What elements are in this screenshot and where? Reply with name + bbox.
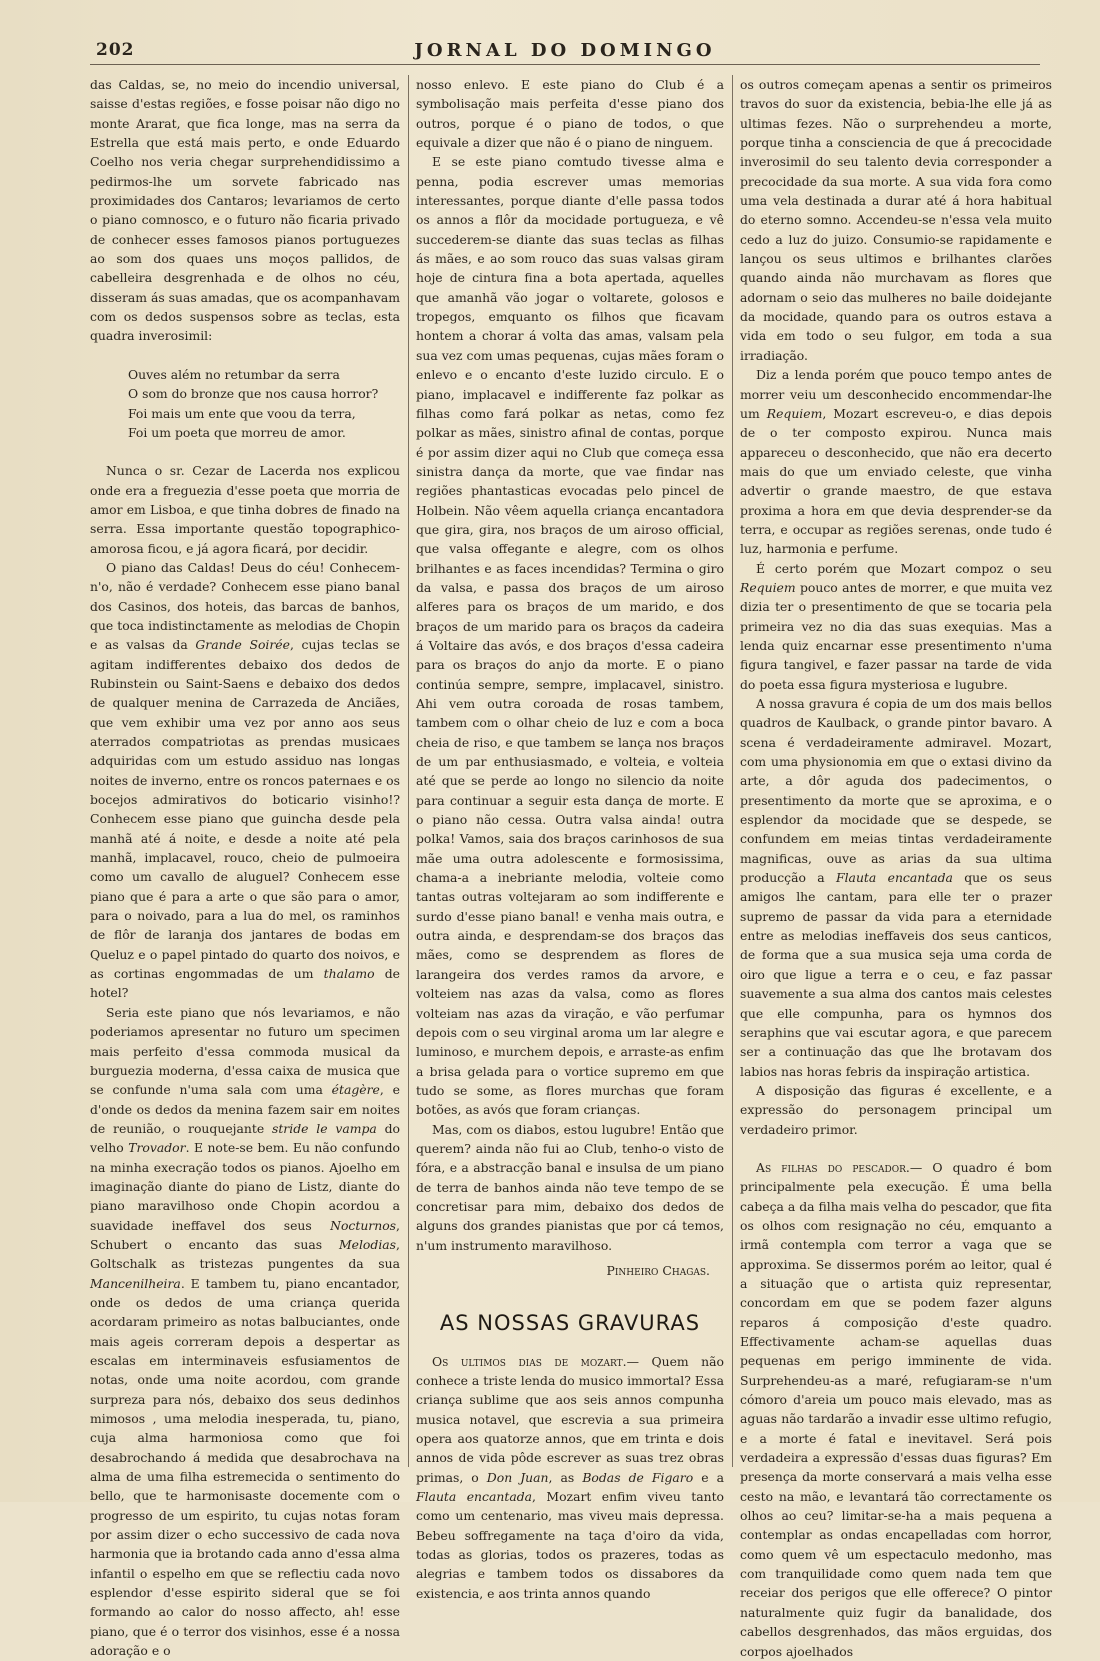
journal-title: JORNAL DO DOMINGO	[414, 40, 716, 61]
column-1	[90, 75, 401, 1659]
text-run: O piano das Caldas! Deus do céu! Conhecem-n'o, não é verdade? Conhecem esse piano banal dos Casinos, dos hoteis, das barcas de banhos, que toca indistinctamente as melodias de Chopin e as valsas da	[90, 559, 400, 653]
text-run: Diz a lenda porém que pouco tempo antes de morrer veiu um desconhecido encommendar-lhe um	[740, 367, 1052, 421]
italic-title: Nocturnos	[330, 1217, 397, 1233]
text-run: , Schubert o encanto das suas	[90, 1217, 400, 1252]
verse-line: Foi um poeta que morreu de amor.	[128, 424, 346, 440]
column-3	[740, 75, 1052, 1659]
verse-line: O som do bronze que nos causa horror?	[128, 386, 379, 402]
text-run: pouco antes de morrer, e que muita vez dizia ter o presentimento de que se tocaria pela primeira vez no dia das suas exequias. Mas a lenda quiz encarnar esse presentimento n'uma figura tangivel, e fazer passar na tarde de vida do poeta essa figura mysteriosa e lugubre.	[740, 579, 1052, 692]
text-run: . E note-se bem. Eu não confundo na minha execração todos os pianos. Ajoelho em imaginação diante do piano de Listz, diante do piano maravilhoso onde Chopin acordou a suavidade ineffavel dos seus	[90, 1140, 400, 1233]
text-run: — Quem não conhece a triste lenda do musico immortal? Essa criança sublime que aos seis annos compunha musica notavel, que escrevia a sua primeira opera aos quatorze annos, que em trinta e dois annos de vida pôde escrever as suas trez obras primas, o	[416, 1353, 724, 1485]
paragraph: os outros começam apenas a sentir os primeiros travos do suor da existencia, bebia-lhe elle já as ultimas fezes. Não o surprehendeu a morte, porque tinha a consciencia de que á precocidade inverosimil do seu talento devia corresponder a precocidade da sua morte. A sua vida fora como uma vela destinada a durar até á hora habitual do eterno somno. Accendeu-se n'essa vela muito cedo a luz do juizo. Consumio-se rapidamente e lançou os seus ultimos e brilhantes clarões quando ainda não murchavam as flores que adornam o seio das mulheres no baile doidejante da mocidade, quando para os outros estava a vida em todo o seu fulgor, em toda a sua irradiação.	[740, 77, 1052, 363]
section-lead: As filhas do pescador.	[756, 1159, 910, 1175]
paragraph	[740, 559, 1052, 694]
paragraph-gap	[740, 1139, 1052, 1158]
section-lead: Os ultimos dias de mozart.	[432, 1353, 627, 1369]
italic-word: étagère	[331, 1082, 380, 1098]
author-signature: Pinheiro Chagas.	[606, 1262, 710, 1278]
italic-title: Requiem	[740, 579, 796, 595]
italic-title: Requiem	[766, 405, 823, 421]
paragraph: E se este piano comtudo tivesse alma e penna, podia escrever umas memorias interessantes, porque diante d'elle passa todos os annos a flôr da mocidade portugueza, e vê succederem-se diante das suas teclas as filhas ás mães, e ao som rouco das suas valsas giram hoje de cintura fina a bota apertada, aquelles que amanhã vão jogar o voltarete, golosos e tropegos, emquanto os filhos que ficavam hontem a chorar á volta das amas, valsam pela sua vez com umas pequenas, cujas mães foram o enlevo e o encanto d'este luzido circulo. E o piano, implacavel e indifferente faz polkar as filhas como fará polkar as netas, como fez polkar as mães, sinistro afinal de contas, porque é por assim dizer aqui no Club que começa essa sinistra dança da morte, que vae findar nas regiões phantasticas evocadas pelo pincel de Holbein. Não vêem aquella criança encantadora que gira, gira, nos braços de um airoso official, que valsa offegante e alegre, com os olhos brilhantes e as faces incendidas? Termina o giro da valsa, e passa dos braços de um airoso alferes para os braços de um marido, e dos braços de um marido para os braços da cadeira á Voltaire das avós, e dos braços d'essa cadeira para os braços do anjo da morte. E o piano continúa sempre, sempre, implacavel, sinistro. Ahi vem outra coroada de rosas tambem, tambem com o olhar cheio de luz e com a boca cheia de riso, e que tambem se lança nos braços de um par enthusiasmado, e volteia, e volteia até que se perde ao longo no silencio da noite para continuar a seguir esta dança de morte. E o piano não cessa. Outra valsa ainda! outra polka! Vamos, saia dos braços carinhosos de sua mãe uma outra adolescente e formosissima, chama-a a inebriante melodia, volteie como tantas outras voltejaram ao som indifferente e surdo d'esse piano banal! e venha mais outra, e outra ainda, e desprendam-se dos braços das mães, como se desprendem as flores de larangeira dos verdes ramos da arvore, e volteiem nas azas da valsa, como as flores volteiam nas azas da viração, e vão perfumar depois com o seu virginal aroma um lar alegre e luminoso, e murchem depois, e arraste-as enfim a brisa gelada para o vortice supremo em que tudo se some, as flores murchas que foram botões, as avós que foram crianças.	[416, 154, 724, 1118]
text-run: A nossa gravura é copia de um dos mais bellos quadros de Kaulback, o grande pintor bavaro. A scena é verdadeiramente admiravel. Mozart, com uma physionomia em que o extasi divino da arte, a dôr aguda dos padecimentos, o presentimento da morte que se aproxima, e o esplendor da mocidade que se despede, se confundem em meias tintas verdadeiramente magnificas, ouve as arias da sua ultima producção a	[740, 696, 1052, 886]
italic-title: stride le vampa	[271, 1120, 377, 1136]
verse-line: Ouves além no retumbar da serra	[128, 366, 340, 382]
text-run: que os seus amigos lhe cantam, para elle ter o prazer supremo de passar da vida para a eternidade entre as melodias ineffaveis dos seus canticos, de forma que a sua musica seja uma corda de oiro que ligue a terra e o ceu, e faz passar suavemente a sua alma dos cantos mais celestes que elle compunha, para os hymnos dos seraphins que vai escutar agora, e que parecem ser a continuação das que lhe brotavam dos labios nas horas febris da inspiração artistica.	[740, 870, 1052, 1079]
paragraph: nosso enlevo. E este piano do Club é a symbolisação mais perfeita d'esse piano dos outros, porque é o piano de todos, o que equivale a dizer que não é o piano de ninguem.	[416, 77, 724, 151]
paragraph: Nunca o sr. Cezar de Lacerda nos explicou onde era a freguezia d'esse poeta que morria de amor em Lisboa, e que tinha dobres de finado na serra. Essa importante questão topographico-amorosa ficou, e já agora ficará, por decidir.	[90, 463, 400, 556]
italic-title: Melodias	[338, 1236, 397, 1252]
paragraph	[416, 1352, 724, 1603]
text-run: — O quadro é bom principalmente pela execução. É uma bella cabeça a da filha mais velha do pescador, que fita os olhos com resignação no céu, emquanto a irmã contempla com terror a vaga que se approxima. Se dissermos porém ao leitor, qual é a situação que o artista quiz representar, concordam em que se podem fazer alguns reparos á composição d'este quadro. Effectivamente acham-se aquellas duas pequenas em perigo imminente de vida. Surprehendeu-as a maré, refugiaram-se n'um cómoro d'areia um pouco mais elevado, mas as aguas não tardarão a invadir esse ultimo refugio, e a morte é fatal e inevitavel. Será pois verdadeira a expressão d'essas duas figuras? Em presença da morte conservará a mais velha esse cesto na mão, e levantará tão correctamente os olhos ao ceu? limitar-se-ha a mais pequena a contemplar as ondas encapelladas com horror, como quem vê um espectaculo medonho, mas com tranquilidade como quem nada tem que receiar dos perigos que elle offerece? O pintor naturalmente quiz fugir da banalidade, dos cabellos desgrenhados, das mãos erguidas, dos corpos ajoelhados	[740, 1159, 1052, 1659]
column-divider	[408, 75, 409, 1467]
paragraph	[740, 365, 1052, 558]
page-number: 202	[96, 40, 135, 60]
verse-line: Foi mais um ente que voou da terra,	[128, 405, 356, 421]
column-2	[416, 75, 725, 1601]
paragraph	[740, 1158, 1052, 1661]
column-divider	[732, 75, 733, 1467]
verse-quatrain	[128, 365, 400, 442]
italic-word: thalamo	[323, 966, 375, 982]
italic-title: Don Juan	[486, 1469, 549, 1485]
paragraph: das Caldas, se, no meio do incendio universal, saisse d'estas regiões, e fosse poisar não digo no monte Ararat, que fica longe, mas na serra da Estrella que está mais perto, e onde Eduardo Coelho nos veria chegar surprehendidissimo a pedirmos-lhe um sorvete fabricado nas proximidades dos Cantaros; levariamos de certo o piano comnosco, e o futuro não ficaria privado de conhecer esses famosos pianos portuguezes ao som dos quaes uns moços pallidos, de cabelleira desgrenhada e de olhos no céu, disseram ás suas amadas, que os acompanhavam com os dedos suspensos sobre as teclas, esta quadra inverosimil:	[90, 77, 401, 344]
text-run: de hotel?	[90, 966, 400, 1001]
paragraph: A disposição das figuras é excellente, e a expressão do personagem principal um verdadeiro primor.	[740, 1082, 1052, 1137]
section-title: AS NOSSAS GRAVURAS	[439, 1311, 701, 1336]
italic-title: Flauta encantada	[416, 1489, 533, 1505]
italic-title: Bodas de Figaro	[582, 1469, 694, 1485]
paragraph	[90, 1003, 400, 1661]
italic-title: Mancenilheira	[90, 1275, 181, 1291]
paragraph	[740, 694, 1052, 1081]
italic-title: Grande Soirée	[195, 637, 290, 653]
page-header	[90, 38, 1040, 65]
text-run: , Mozart escreveu-o, e dias depois de o ter composto expirou. Nunca mais appareceu o desconhecido, que não era decerto mais do que um enviado celeste, que vinha advertir o grande maestro, de que estava proxima a hora em que devia desprender-se da terra, e occupar as regiões serenas, onde tudo é luz, harmonia e perfume.	[740, 405, 1052, 557]
italic-title: Trovador	[128, 1140, 186, 1156]
text-run: , e d'onde os dedos da menina fazem sair em noites de reunião, o rouquejante	[90, 1082, 400, 1136]
text-run: Seria este piano que nós levariamos, e não poderiamos apresentar no futuro um specimen mais perfeito d'essa commoda musical da burguezia moderna, d'essa caixa de musica que se confunde n'uma sala com uma	[90, 1004, 400, 1098]
text-run: , Mozart enfim viveu tanto como um centenario, mas viveu mais depressa. Bebeu soffregamente na taça d'oiro da vida, todas as glorias, todos os prazeres, todas as alegrias e tambem todos os dissabores da existencia, e aos trinta annos quando	[416, 1489, 725, 1601]
text-run: e a	[701, 1469, 724, 1485]
paragraph	[90, 558, 400, 1003]
text-run: , cujas teclas se agitam indifferentes debaixo dos dedos de Rubinstein ou Saint-Saens e debaixo dos dedos de qualquer menina de Carrazeda de Anciães, que vem exhibir uma vez por anno aos seus aterrados compatriotas as prendas musicaes adquiridas com um estudo assiduo nas longas noites de inverno, entre os roncos paternaes e os bocejos admirativos do boticario visinho!? Conhecem esse piano que guincha desde pela manhã até á noite, e desde a noite até pela manhã, implacavel, rouco, cheio de pulmoeira como um cavallo de aluguel? Conhecem esse piano que é para a arte o que são para o amor, para o noivado, para a lua do mel, os raminhos de flôr de laranja dos jantares de bodas em Queluz e o papel pintado do quarto dos noivos, e as cortinas engommadas de um	[90, 637, 400, 982]
text-run: . E tambem tu, piano encantador, onde os dedos de uma criança querida acordaram primeiro as notas balbuciantes, onde mais ageis correram depois a despertar as escalas em interminaveis esfusiamentos de notas, onde uma noite acordou, com grande surpreza para nós, debaixo dos seus dedinhos mimosos , uma melodia inesperada, tu, piano, cuja alma harmoniosa como que foi desabrochando á medida que desabrochava na alma de uma filha estremecida o sentimento do bello, que te harmonisaste docemente com o progresso de um espirito, tu cujas notas foram por assim dizer o echo successivo de cada nova harmonia que ia brotando cada anno d'essa alma infantil o espelho em que se reflectiu cada novo esplendor d'esse espirito sideral que se foi formando ao calor do nosso affecto, ah! esse piano, que é o terror dos visinhos, esse é a nossa adoração e o	[90, 1275, 400, 1659]
text-run: , as	[548, 1469, 575, 1485]
paragraph: Mas, com os diabos, estou lugubre! Então que querem? ainda não fui ao Club, tenho-o visto de fóra, e a abstracção banal e insulsa de um piano de terra de banhos ainda não teve tempo de se concretisar para mim, debaixo dos dedos de alguns dos grandes pianistas que por cá temos, n'um instrumento maravilhoso.	[416, 1121, 724, 1253]
text-run: do velho	[90, 1120, 400, 1156]
text-run: É certo porém que Mozart compoz o seu	[756, 560, 1052, 576]
text-run: , Goltschalk as tristezas pungentes da sua	[90, 1236, 400, 1272]
italic-title: Flauta encantada	[836, 870, 953, 886]
